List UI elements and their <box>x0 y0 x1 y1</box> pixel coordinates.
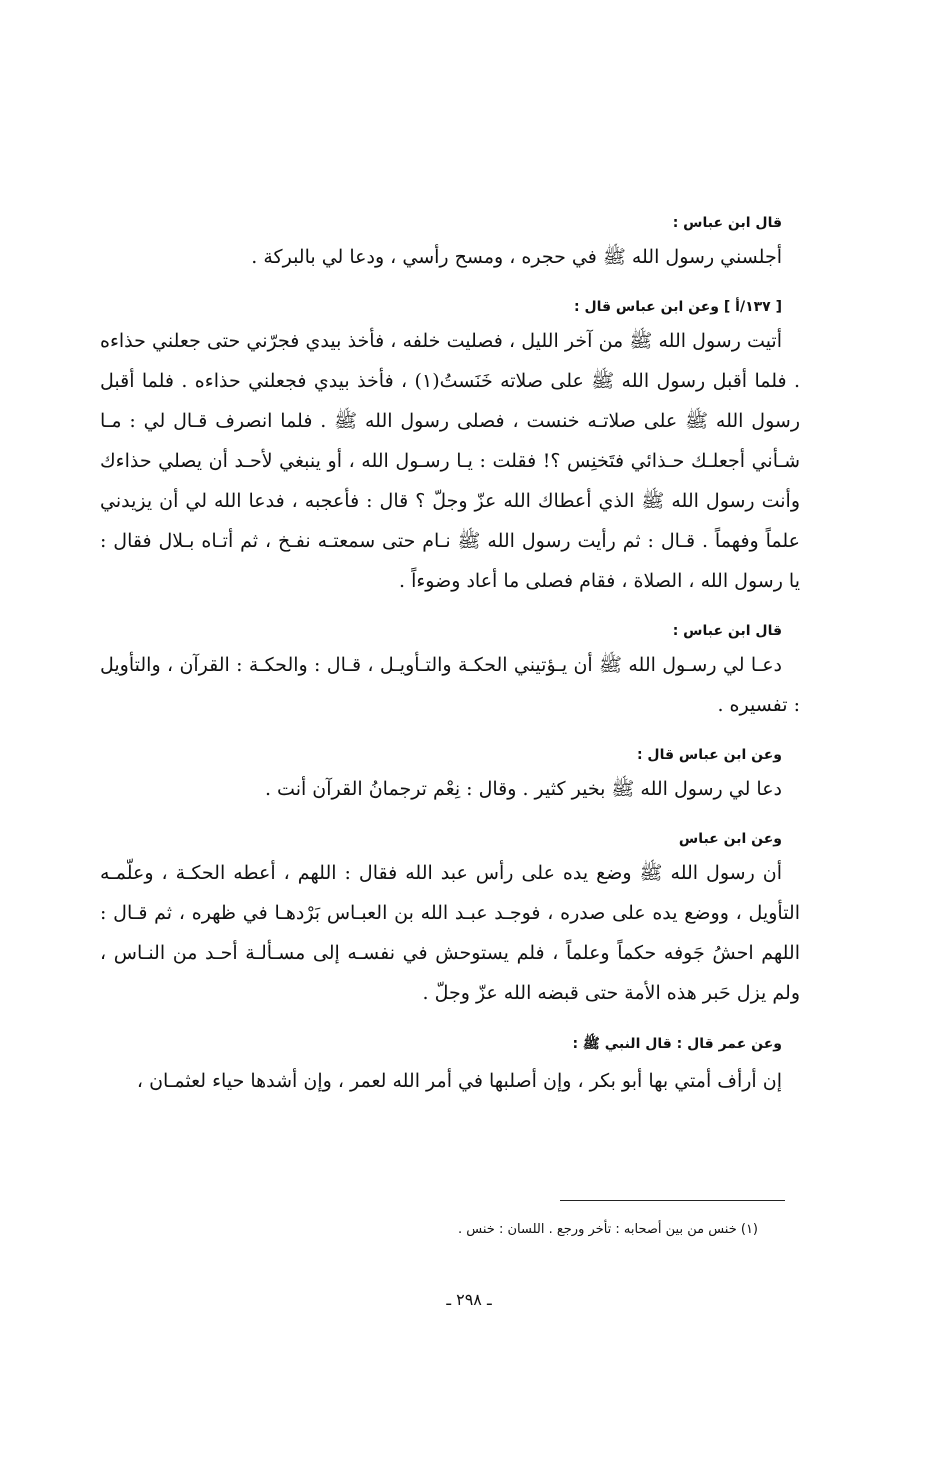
page-number: ـ ٢٩٨ ـ <box>446 1290 492 1309</box>
section-text: دعا لي رسول الله ﷺ بخير كثير . وقال : نِعْم ترجمانُ القرآن أنت . <box>264 778 782 800</box>
section-text: أتيت رسول الله ﷺ من آخر الليل ، فصليت خلفه ، فأخذ بيدي فجرّني حتى جعلني حذاءه . فلما أقبل رسول الله ﷺ على صلاته خَنَستُ(١) ، فأخذ بيدي فجعلني حذاءه . فلما أقبل رسول الله ﷺ على صلاتـه خنست ، فصلى رسول الله ﷺ . فلما انصرف قـال لي : مـا شـأني أجعلـك حـذائي فتَخنِس ؟! فقلت : يـا رسـول الله ، أو ينبغي لأحـد أن يصلي حذاءك وأنت رسول الله ﷺ الذي أعطاك الله عزّ وجلّ ؟ قال : فأعجبه ، فدعا الله لي أن يزيدني علماً وفهماً . قـال : ثم رأيت رسول الله ﷺ نـام حتى سمعتـه نفـخ ، ثم أتـاه بـلال فقال : يا رسول الله ، الصلاة ، فقام فصلى ما أعاد وضوءاً . <box>100 330 801 592</box>
section-text: أن رسول الله ﷺ وضع يده على رأس عبد الله فقال : اللهم ، أعطه الحكـة ، وعلّمـه التأويل ، ووضع يده على صدره ، فوجـد عبـد الله بن العبـاس بَرْدهـا في ظهره ، ثم قـال : اللهم احشُ جَوفه حكماً وعلماً ، فلم يستوحش في نفسـه إلى مسـألـة أحـد من النـاس ، ولم يزل حَبر هذه الأمة حتى قبضه الله عزّ وجلّ . <box>100 862 800 1004</box>
section-2 <box>100 299 800 601</box>
page-body <box>100 215 800 1123</box>
section-heading: قال ابن عباس : <box>672 215 782 231</box>
section-heading: [ ١٣٧/أ ] وعن ابن عباس قال : <box>573 299 782 315</box>
section-heading: قال ابن عباس : <box>672 623 782 639</box>
section-text: دعـا لي رسـول الله ﷺ أن يـؤتيني الحكـة والتـأويـل ، قـال : والحكـة : القرآن ، والتأويل : تفسيره . <box>100 654 800 716</box>
section-heading: وعن عمر قال : قال النبي ﷺ : <box>572 1036 782 1052</box>
section-6 <box>100 1035 800 1101</box>
footnote-divider <box>560 1200 785 1201</box>
section-4 <box>100 747 800 809</box>
section-text: أجلسني رسول الله ﷺ في حجره ، ومسح رأسي ، ودعا لي بالبركة . <box>251 246 782 268</box>
section-heading: وعن ابن عباس <box>678 831 782 847</box>
section-5 <box>100 831 800 1013</box>
section-1 <box>100 215 800 277</box>
section-3 <box>100 623 800 725</box>
footnote: (١) خنس من بين أصحابه : تأخر ورجع . اللسان : خنس . <box>458 1222 758 1237</box>
section-heading: وعن ابن عباس قال : <box>636 747 782 763</box>
section-text: إن أرأف أمتي بها أبو بكر ، وإن أصلبها في أمر الله لعمر ، وإن أشدها حياء لعثمـان ، <box>136 1070 782 1092</box>
